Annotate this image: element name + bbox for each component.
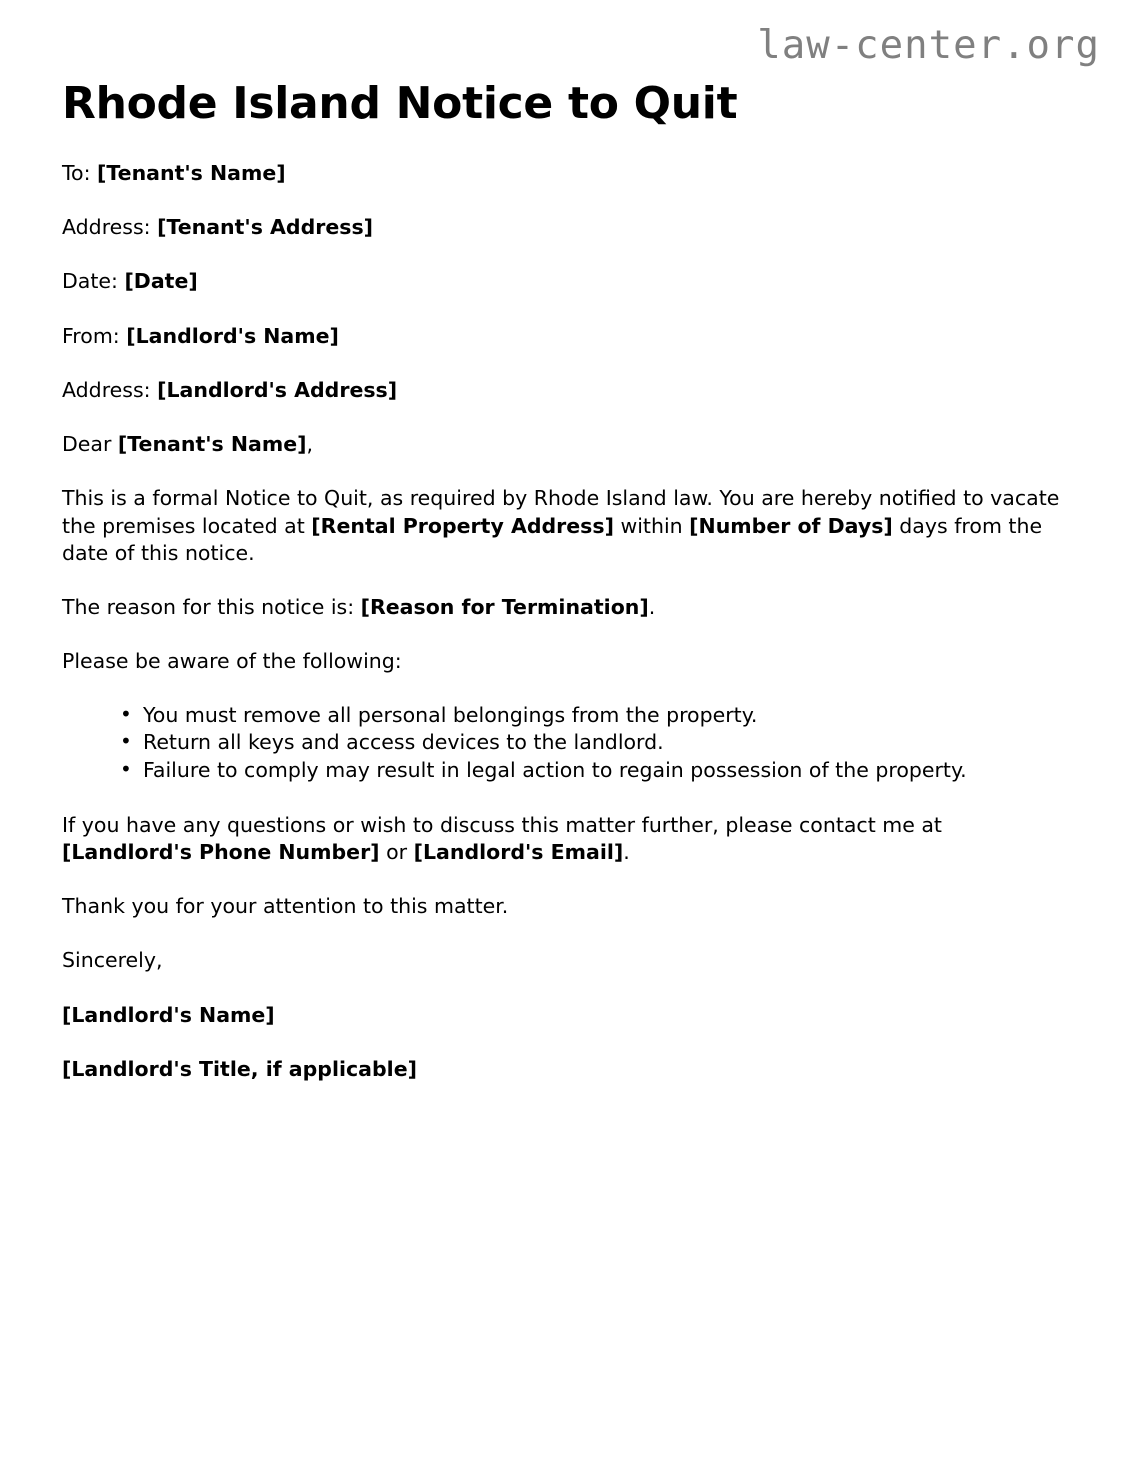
header-field-date-value: [Date]	[124, 269, 198, 294]
site-watermark: law-center.org	[757, 23, 1100, 68]
header-field-from	[62, 323, 1062, 350]
list-intro: Please be aware of the following:	[62, 649, 402, 674]
salutation-tenant-name: [Tenant's Name]	[117, 432, 307, 457]
signature-name: [Landlord's Name]	[62, 1002, 275, 1027]
contact-paragraph-phone: [Landlord's Phone Number]	[62, 839, 380, 864]
closing-line: Sincerely,	[62, 948, 163, 973]
body-paragraph-part2: within	[613, 513, 690, 538]
body-paragraph	[62, 485, 1062, 567]
header-field-to-label: To:	[62, 160, 91, 185]
header-field-tenant-address-value: [Tenant's Address]	[157, 215, 374, 240]
reason-paragraph-prefix: The reason for this notice is:	[62, 595, 361, 620]
header-field-from-label: From:	[62, 323, 120, 348]
contact-paragraph	[62, 812, 1062, 867]
contact-paragraph-part2: or	[379, 839, 414, 864]
header-field-tenant-address	[62, 214, 1062, 241]
salutation	[62, 431, 1062, 458]
thanks-paragraph: Thank you for your attention to this matter.	[62, 894, 509, 919]
header-field-landlord-address-value: [Landlord's Address]	[157, 377, 398, 402]
document-content	[62, 78, 1062, 1110]
header-field-landlord-address	[62, 377, 1062, 404]
reason-paragraph	[62, 594, 1062, 621]
contact-paragraph-part3: .	[623, 839, 630, 864]
list-item: • Failure to comply may result in legal action to regain possession of the property.	[120, 757, 1062, 785]
list-item: • You must remove all personal belongings from the property.	[120, 702, 1062, 730]
list-item: • Return all keys and access devices to the landlord.	[120, 729, 1062, 757]
notice-list	[62, 702, 1062, 785]
header-field-from-value: [Landlord's Name]	[126, 323, 339, 348]
body-paragraph-part1: This is a formal Notice to Quit, as required by Rhode Island law. You are hereby notified to vacate the premises located at	[62, 486, 1060, 538]
salutation-suffix: ,	[306, 432, 314, 457]
salutation-prefix: Dear	[62, 432, 118, 457]
header-field-landlord-address-label: Address:	[62, 377, 151, 402]
header-field-date	[62, 268, 1062, 295]
signature-title: [Landlord's Title, if applicable]	[62, 1056, 417, 1081]
reason-paragraph-reason: [Reason for Termination]	[360, 595, 649, 620]
body-paragraph-number-of-days: [Number of Days]	[689, 513, 893, 538]
header-field-to-value: [Tenant's Name]	[97, 160, 286, 185]
page-title: Rhode Island Notice to Quit	[62, 78, 738, 129]
header-field-to	[62, 160, 1062, 187]
contact-paragraph-part1: If you have any questions or wish to discuss this matter further, please contact me at	[62, 812, 942, 837]
contact-paragraph-email: [Landlord's Email]	[413, 839, 624, 864]
body-paragraph-part3: days from the date of this notice.	[62, 513, 1043, 565]
reason-paragraph-suffix: .	[648, 595, 656, 620]
body-paragraph-property-address: [Rental Property Address]	[311, 513, 614, 538]
header-field-tenant-address-label: Address:	[62, 215, 151, 240]
header-field-date-label: Date:	[62, 269, 118, 294]
